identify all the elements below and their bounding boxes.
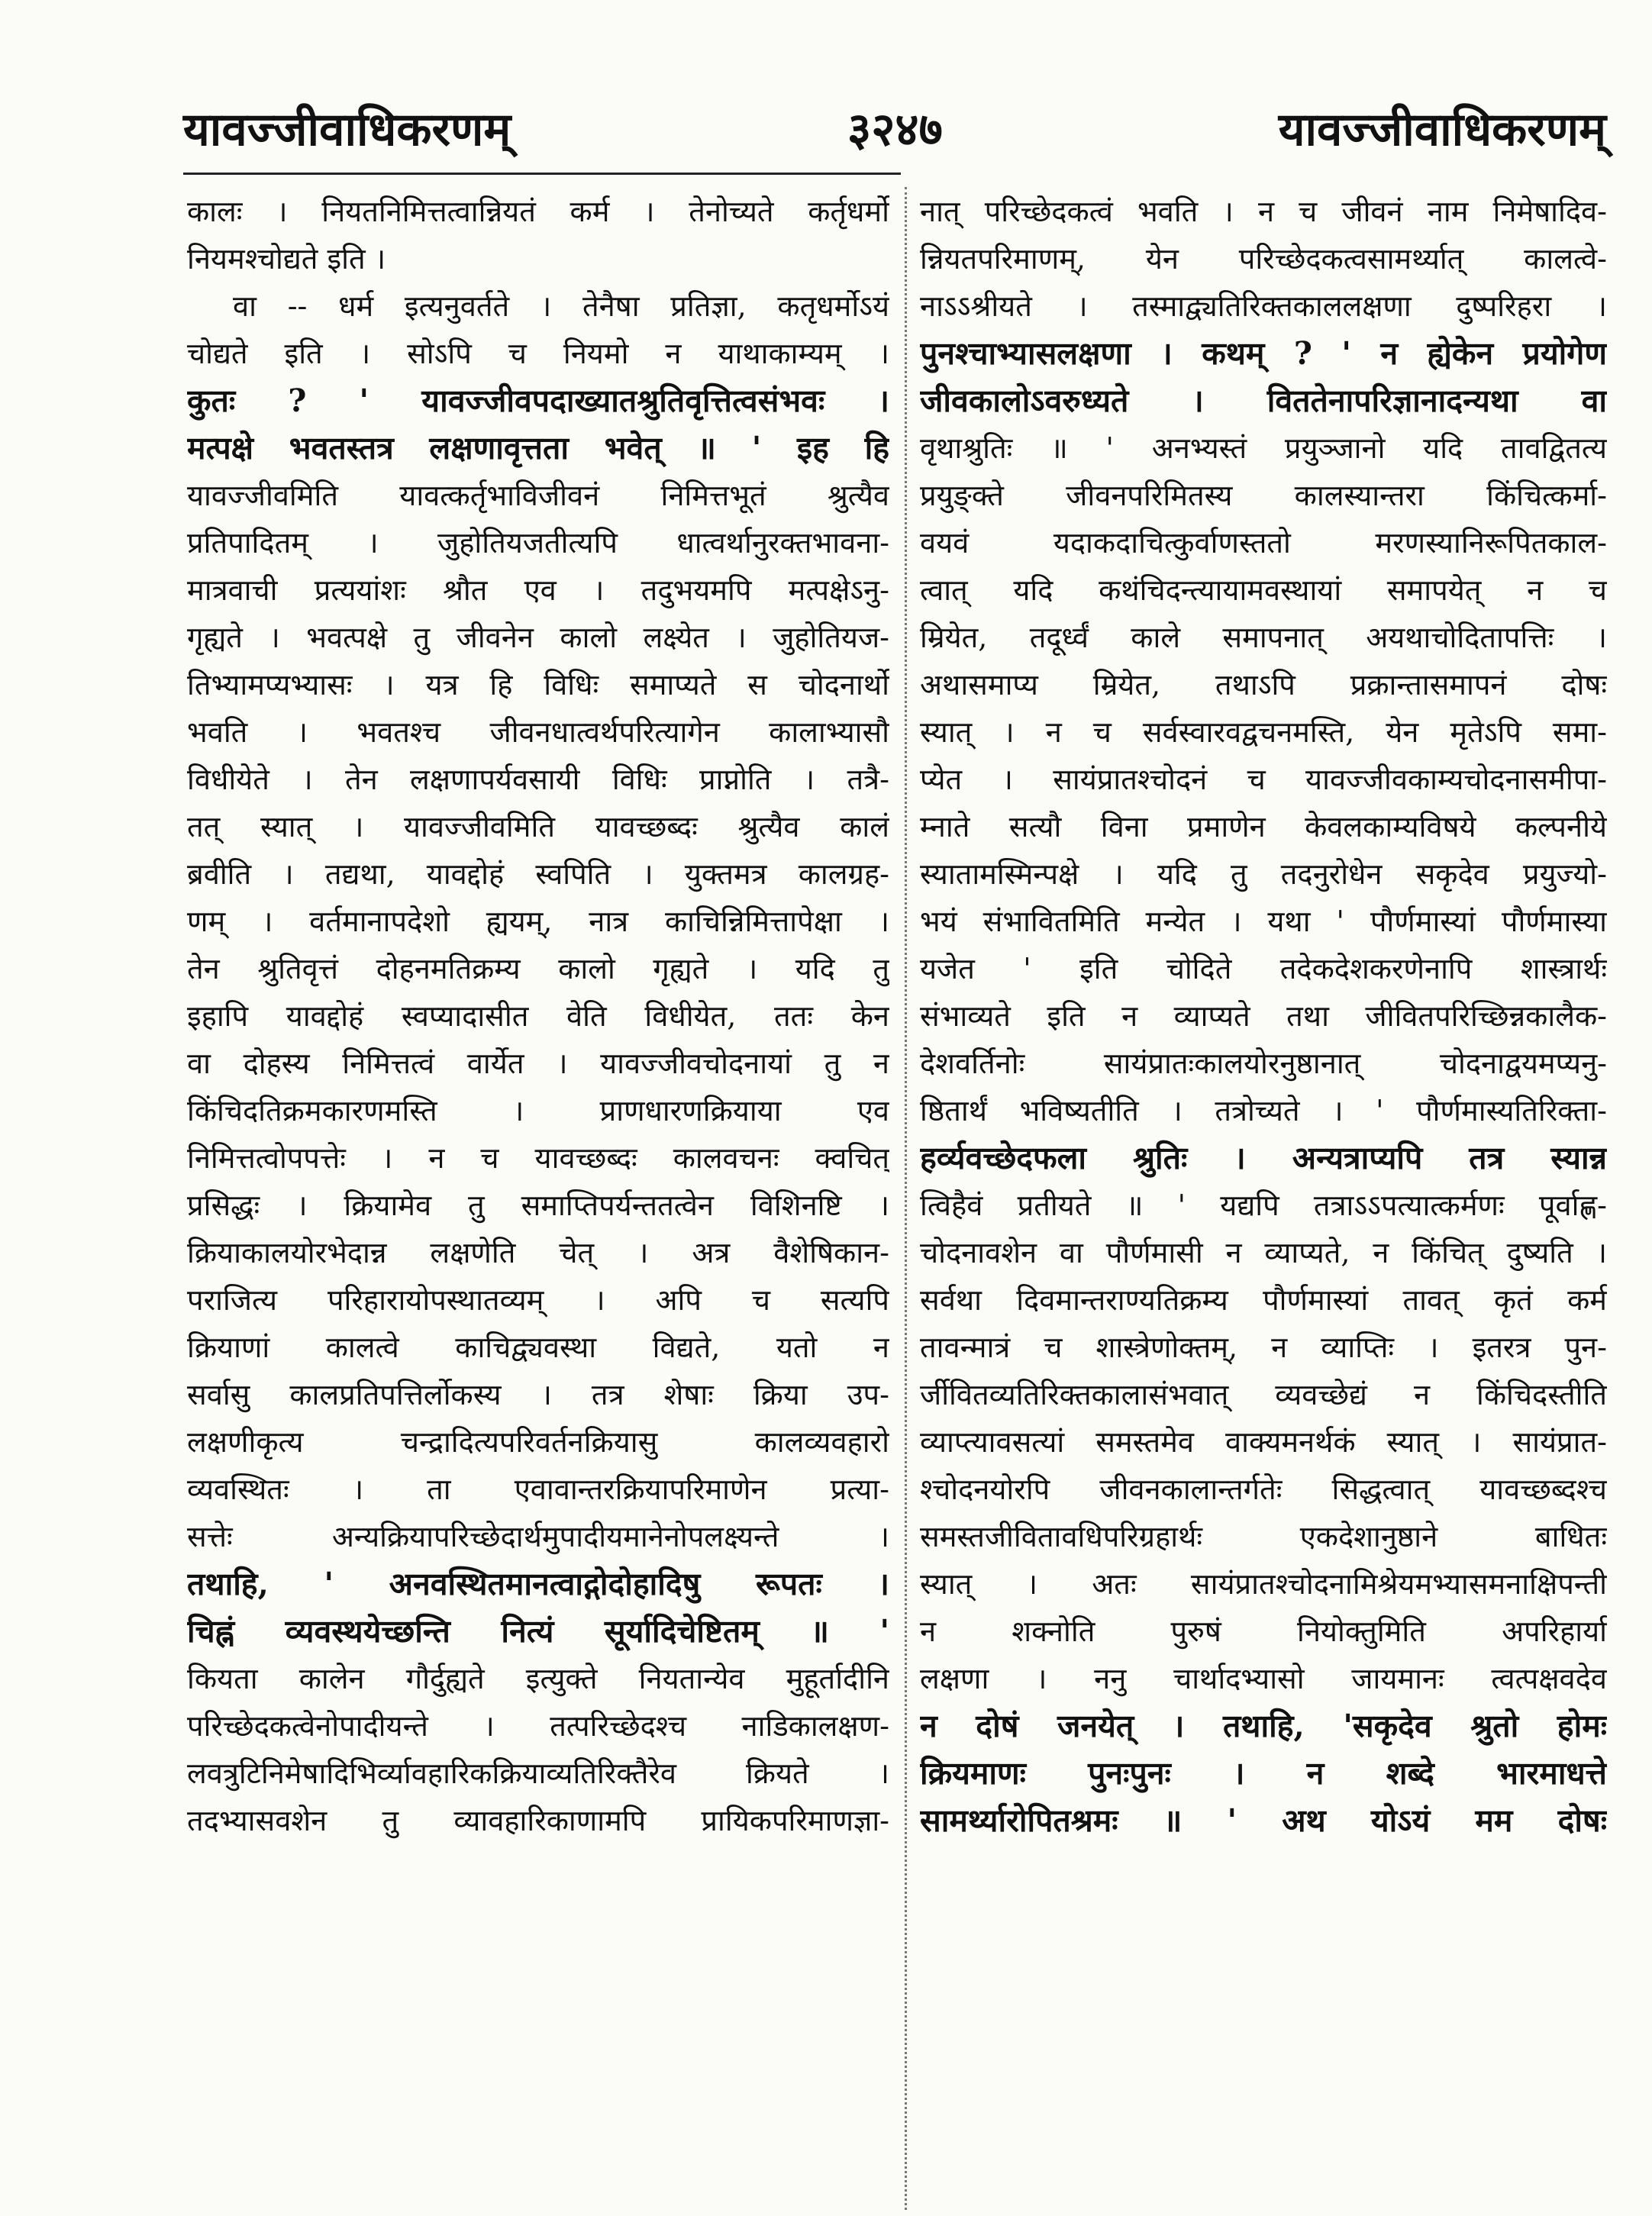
text-line: सर्वथा दिवमान्तराण्यतिक्रम्य पौर्णमास्यां तावत् कृतं कर्म: [920, 1283, 1607, 1317]
text-line: तदभ्यासवशेन तु व्यावहारिकाणामपि प्रायिकपरिमाणज्ञा-: [187, 1804, 889, 1837]
text-line: पुनश्चाभ्यासलक्षणा । कथम् ? ' न ह्येकेन प्रयोगेण: [920, 335, 1607, 372]
text-line: र्जीवितव्यतिरिक्तकालासंभवात् व्यवच्छेद्यं न किंचिदस्तीति: [920, 1378, 1607, 1411]
text-line: प्रतिपादितम् । जुहोतियजतीत्यपि धात्वर्थानुरक्तभावना-: [187, 526, 889, 560]
text-line: ष्ठितार्थं भविष्यतीति । तत्रोच्यते । ' पौर्णमास्यतिरिक्ता-: [920, 1094, 1607, 1127]
text-line: श्चोदनयोरपि जीवनकालान्तर्गतेः सिद्धत्वात् यावच्छब्दश्च: [920, 1472, 1607, 1506]
text-line: व्याप्त्यावसत्यां समस्तमेव वाक्यमनर्थकं स्यात् । सायंप्रात-: [920, 1425, 1607, 1459]
header-left-title: यावज्जीवाधिकरणम्: [183, 103, 511, 156]
text-line: मात्रवाची प्रत्ययांशः श्रौत एव । तदुभयमपि मत्पक्षेऽनु-: [187, 573, 889, 607]
text-line: नाऽऽश्रीयते । तस्माद्व्यतिरिक्तकाललक्षणा दुष्परिहरा ।: [920, 289, 1607, 323]
text-line: लक्षणा । ननु चार्थादभ्यासो जायमानः त्वत्पक्षवदेव: [920, 1662, 1607, 1695]
text-line: स्यात् । अतः सायंप्रातश्चोदनामिश्रेयमभ्यासमनाक्षिपन्ती: [920, 1567, 1607, 1601]
text-line: तिभ्यामप्यभ्यासः । यत्र हि विधिः समाप्यते स चोदनार्थो: [187, 668, 889, 702]
page-number: ३२४७: [847, 103, 943, 156]
text-line: यजेत ' इति चोदिते तदेकदेशकरणेनापि शास्त्रार्थः: [920, 952, 1607, 985]
text-line: तावन्मात्रं च शास्त्रेणोक्तम्, न व्याप्तिः । इतरत्र पुन-: [920, 1331, 1607, 1364]
header-rule: [183, 173, 901, 175]
text-line: प्येत । सायंप्रातश्चोदनं च यावज्जीवकाम्यचोदनासमीपा-: [920, 763, 1607, 796]
text-line: म्नाते सत्यौ विना प्रमाणेन केवलकाम्यविषये कल्पनीये: [920, 810, 1607, 843]
text-line: व्यवस्थितः । ता एवावान्तरक्रियापरिमाणेन प्रत्या-: [187, 1472, 889, 1506]
text-line: देशवर्तिनोः सायंप्रातःकालयोरनुष्ठानात् चोदनाद्वयमप्यनु-: [920, 1047, 1607, 1080]
text-line: इहापि यावद्दोहं स्वप्यादासीत वेति विधीयेत, ततः केन: [187, 999, 889, 1033]
text-line: नात् परिच्छेदकत्वं भवति । न च जीवनं नाम निमेषादिव-: [920, 195, 1607, 228]
text-line: निमित्तत्वोपपत्तेः । न च यावच्छब्दः कालवचनः क्वचित्: [187, 1141, 889, 1175]
column-divider: [905, 187, 907, 2210]
text-line: त्वात् यदि कथंचिदन्त्यायामवस्थायां समापयेत् न च: [920, 573, 1607, 607]
text-line: त्विहैवं प्रतीयते ॥ ' यद्यपि तत्राऽऽपत्यात्कर्मणः पूर्वाह्ण-: [920, 1189, 1607, 1222]
text-line: प्रसिद्धः । क्रियामेव तु समाप्तिपर्यन्ततत्वेन विशिनष्टि ।: [187, 1189, 889, 1222]
page-header: [183, 92, 1606, 176]
text-line: अथासमाप्य म्रियेत, तथाऽपि प्रक्रान्तासमापनं दोषः: [920, 668, 1607, 702]
text-line: सामर्थ्यारोपितश्रमः ॥ ' अथ योऽयं मम दोषः: [920, 1802, 1607, 1839]
text-line: समस्तजीवितावधिपरिग्रहार्थः एकदेशानुष्ठाने बाधितः: [920, 1520, 1607, 1553]
text-line: क्रियाणां कालत्वे काचिद्व्यवस्था विद्यते, यतो न: [187, 1331, 889, 1364]
right-column: [920, 188, 1607, 1844]
text-line: कुतः ? ' यावज्जीवपदाख्यातश्रुतिवृत्तित्वसंभवः ।: [187, 382, 889, 419]
text-line: पराजित्य परिहारायोपस्थातव्यम् । अपि च सत्यपि: [187, 1283, 889, 1317]
text-line: चोद्यते इति । सोऽपि च नियमो न याथाकाम्यम् ।: [187, 337, 889, 370]
text-line: जीवकालोऽवरुध्यते । विततेनापरिज्ञानादन्यथा वा: [920, 382, 1607, 419]
text-line: लवत्रुटिनिमेषादिभिर्व्यावहारिकक्रियाव्यतिरिक्तैरेव क्रियते ।: [187, 1756, 889, 1790]
text-line: लक्षणीकृत्य चन्द्रादित्यपरिवर्तनक्रियासु कालव्यवहारो: [187, 1425, 889, 1459]
text-line: वृथाश्रुतिः ॥ ' अनभ्यस्तं प्रयुञ्जानो यदि तावद्वितत्य: [920, 431, 1607, 465]
text-line: म्रियेत, तदूर्ध्वं काले समापनात् अयथाचोदितापत्तिः ।: [920, 621, 1607, 654]
text-line: न दोषं जनयेत् । तथाहि, 'सकृदेव श्रुतो होमः: [920, 1708, 1607, 1744]
text-line: चिह्नं व्यवस्थयेच्छन्ति नित्यं सूर्यादिचेष्टितम् ॥ ': [187, 1613, 889, 1650]
text-line: सत्तेः अन्यक्रियापरिच्छेदार्थमुपादीयमानेनोपलक्ष्यन्ते ।: [187, 1520, 889, 1553]
text-line: गृह्यते । भवत्पक्षे तु जीवनेन कालो लक्ष्येत । जुहोतियज-: [187, 621, 889, 654]
text-line: सर्वासु कालप्रतिपत्तिर्लोकस्य । तत्र शेषाः क्रिया उप-: [187, 1378, 889, 1411]
text-line: मत्पक्षे भवतस्तत्र लक्षणावृत्तता भवेत् ॥ ' इह हि: [187, 430, 889, 466]
text-line: क्रियाकालयोरभेदान्न लक्षणेति चेत् । अत्र वैशेषिकान-: [187, 1236, 889, 1269]
text-line: वयवं यदाकदाचित्कुर्वाणस्ततो मरणस्यानिरूपितकाल-: [920, 526, 1607, 560]
header-right-title: यावज्जीवाधिकरणम्: [1278, 103, 1606, 156]
text-line: प्रयुङ्क्ते जीवनपरिमितस्य कालस्यान्तरा किंचित्कर्मा-: [920, 479, 1607, 512]
left-column: [187, 188, 889, 1844]
text-line: कियता कालेन गौर्दुह्यते इत्युक्ते नियतान्येव मुहूर्तादीनि: [187, 1662, 889, 1695]
text-line: स्यात् । न च सर्वस्वारवद्वचनमस्ति, येन मृतेऽपि समा-: [920, 715, 1607, 749]
text-line: तथाहि, ' अनवस्थितमानत्वाद्गोदोहादिषु रूपतः ।: [187, 1566, 889, 1602]
text-line: भयं संभावितमिति मन्येत । यथा ' पौर्णमास्यां पौर्णमास्या: [920, 905, 1607, 938]
text-line: तत् स्यात् । यावज्जीवमिति यावच्छब्दः श्रुत्यैव कालं: [187, 810, 889, 843]
text-line: किंचिदतिक्रमकारणमस्ति । प्राणधारणक्रियाया एव: [187, 1094, 889, 1127]
text-line: क्रियमाणः पुनःपुनः । न शब्दे भारमाधत्ते: [920, 1755, 1607, 1792]
text-line: वा -- धर्म इत्यनुवर्तते । तेनैषा प्रतिज्ञा, कतृधर्मोऽयं: [233, 289, 889, 323]
text-line: स्यातामस्मिन्पक्षे । यदि तु तदनुरोधेन सकृदेव प्रयुज्यो-: [920, 857, 1607, 891]
text-line: हर्व्यवच्छेदफला श्रुतिः । अन्यत्राप्यपि तत्र स्यान्न: [920, 1140, 1607, 1176]
text-line: णम् । वर्तमानापदेशो ह्ययम्, नात्र काचिन्निमित्तापेक्षा ।: [187, 905, 889, 938]
text-line: चोदनावशेन वा पौर्णमासी न व्याप्यते, न किंचित् दुष्यति ।: [920, 1236, 1607, 1269]
text-line: परिच्छेदकत्वेनोपादीयन्ते । तत्परिच्छेदश्च नाडिकालक्षण-: [187, 1709, 889, 1743]
text-line: न्नियतपरिमाणम्, येन परिच्छेदकत्वसामर्थ्यात् कालत्वे-: [920, 242, 1607, 276]
text-line: कालः । नियतनिमित्तत्वान्नियतं कर्म । तेनोच्यते कर्तृधर्मो: [187, 195, 889, 228]
text-line: नियमश्चोद्यते इति ।: [187, 242, 386, 276]
text-line: यावज्जीवमिति यावत्कर्तृभाविजीवनं निमित्तभूतं श्रुत्यैव: [187, 479, 889, 512]
text-line: तेन श्रुतिवृत्तं दोहनमतिक्रम्य कालो गृह्यते । यदि तु: [187, 952, 889, 985]
text-line: विधीयेते । तेन लक्षणापर्यवसायी विधिः प्राप्नोति । तत्रै-: [187, 763, 889, 796]
text-line: ब्रवीति । तद्यथा, यावद्दोहं स्वपिति । युक्तमत्र कालग्रह-: [187, 857, 889, 891]
text-line: न शक्नोति पुरुषं नियोक्तुमिति अपरिहार्या: [920, 1614, 1607, 1648]
text-line: भवति । भवतश्च जीवनधात्वर्थपरित्यागेन कालाभ्यासौ: [187, 715, 889, 749]
text-line: वा दोहस्य निमित्तत्वं वार्येत । यावज्जीवचोदनायां तु न: [187, 1047, 889, 1080]
text-line: संभाव्यते इति न व्याप्यते तथा जीवितपरिच्छिन्नकालैक-: [920, 999, 1607, 1033]
